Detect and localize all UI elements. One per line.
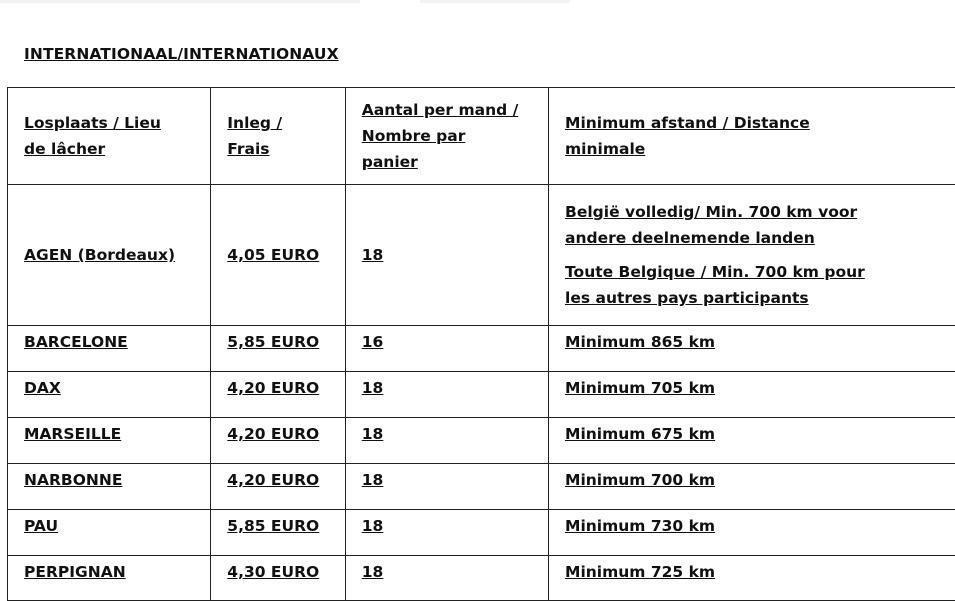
- table-row: [8, 556, 955, 601]
- cell-distance: Minimum 705 km: [549, 372, 955, 418]
- cell-fee: 5,85 EURO: [211, 510, 345, 556]
- header-text: Minimum afstand / Distance: [565, 114, 810, 132]
- table-row: [8, 510, 955, 556]
- header-text: minimale: [565, 140, 645, 158]
- cell-place: DAX: [8, 372, 211, 418]
- cell-fee: 4,30 EURO: [211, 556, 345, 601]
- cell-count: 16: [345, 326, 548, 372]
- cell-distance: [549, 185, 955, 326]
- table-header-row: [8, 88, 955, 185]
- distance-note-dutch: [565, 199, 955, 251]
- distance-text: Toute Belgique / Min. 700 km pour: [565, 263, 865, 281]
- cell-count: 18: [345, 464, 548, 510]
- distance-text: andere deelnemende landen: [565, 229, 815, 247]
- cell-place: AGEN (Bordeaux): [8, 185, 211, 326]
- cell-distance: Minimum 725 km: [549, 556, 955, 601]
- table-row: [8, 185, 955, 326]
- top-divider: [420, 0, 570, 3]
- table-row: [8, 372, 955, 418]
- cell-distance: Minimum 865 km: [549, 326, 955, 372]
- distance-text: België volledig/ Min. 700 km voor: [565, 203, 857, 221]
- section-title: INTERNATIONAAL/INTERNATIONAUX: [24, 45, 339, 63]
- cell-fee: 4,20 EURO: [211, 418, 345, 464]
- header-text: Nombre par: [362, 127, 466, 145]
- cell-place: BARCELONE: [8, 326, 211, 372]
- cell-count: 18: [345, 418, 548, 464]
- cell-place: NARBONNE: [8, 464, 211, 510]
- release-sites-table: [7, 87, 955, 601]
- cell-count: 18: [345, 185, 548, 326]
- table-row: [8, 464, 955, 510]
- cell-fee: 4,20 EURO: [211, 464, 345, 510]
- distance-note-french: [565, 259, 955, 311]
- header-text: Losplaats / Lieu: [24, 114, 161, 132]
- cell-count: 18: [345, 372, 548, 418]
- cell-count: 18: [345, 510, 548, 556]
- header-fee: [211, 88, 345, 185]
- distance-text: les autres pays participants: [565, 289, 809, 307]
- cell-count: 18: [345, 556, 548, 601]
- header-text: Inleg /: [227, 114, 282, 132]
- header-text: panier: [362, 153, 418, 171]
- cell-place: MARSEILLE: [8, 418, 211, 464]
- cell-distance: Minimum 700 km: [549, 464, 955, 510]
- header-text: Aantal per mand /: [362, 101, 519, 119]
- header-release-site: [8, 88, 211, 185]
- table-row: [8, 418, 955, 464]
- cell-place: PERPIGNAN: [8, 556, 211, 601]
- header-minimum-distance: [549, 88, 955, 185]
- cell-fee: 5,85 EURO: [211, 326, 345, 372]
- header-text: Frais: [227, 140, 269, 158]
- cell-distance: Minimum 675 km: [549, 418, 955, 464]
- table-row: [8, 326, 955, 372]
- header-text: de lâcher: [24, 140, 105, 158]
- cell-fee: 4,05 EURO: [211, 185, 345, 326]
- cell-distance: Minimum 730 km: [549, 510, 955, 556]
- top-divider: [0, 0, 360, 3]
- cell-fee: 4,20 EURO: [211, 372, 345, 418]
- header-count-per-basket: [345, 88, 548, 185]
- cell-place: PAU: [8, 510, 211, 556]
